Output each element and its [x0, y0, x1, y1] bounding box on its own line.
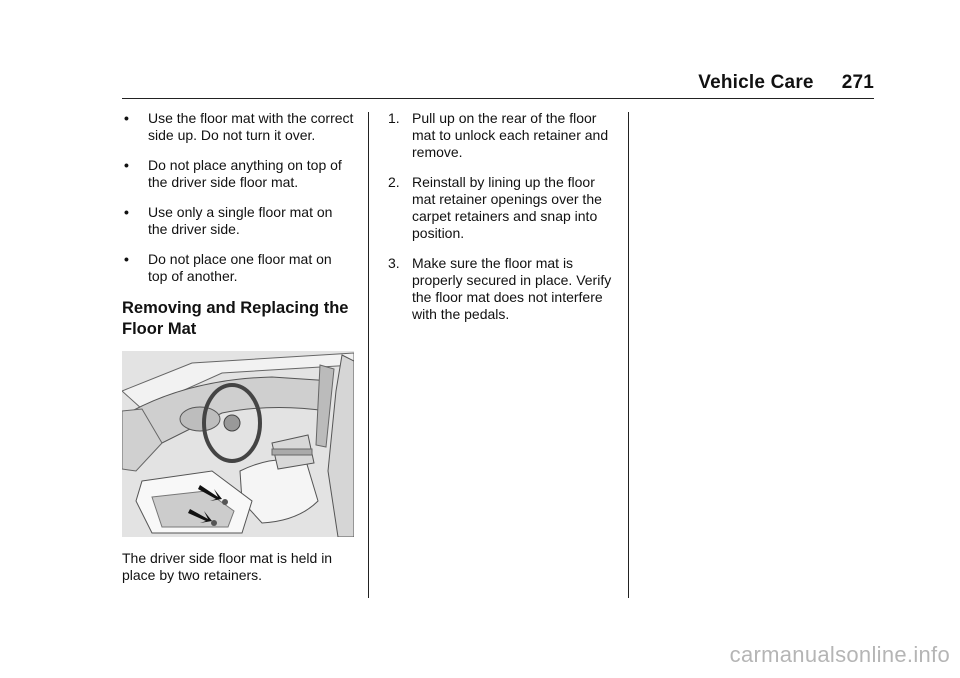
bullet-text: Use the floor mat with the correct side up. Do not turn it over.: [148, 110, 354, 143]
bullet-mark: •: [124, 157, 129, 173]
bullet-item: [122, 157, 354, 191]
car-interior-drawing: [122, 351, 354, 537]
section-name: Vehicle Care: [698, 72, 814, 93]
bullet-text: Do not place anything on top of the driver side floor mat.: [148, 157, 342, 190]
left-column: [122, 110, 354, 584]
watermark: carmanualsonline.info: [729, 642, 950, 667]
bullet-mark: •: [124, 110, 129, 126]
step-number: 2.: [388, 174, 400, 190]
column-divider-right: [628, 112, 629, 598]
section-heading: Removing and Replacing the Floor Mat: [122, 299, 349, 338]
step-text: Reinstall by lining up the floor mat retainer openings over the carpet retainers and snap into position.: [412, 174, 602, 241]
bullet-item: [122, 110, 354, 144]
bullet-text: Do not place one floor mat on top of another.: [148, 251, 332, 284]
column-divider-left: [368, 112, 369, 598]
step-item: [388, 174, 614, 242]
bullet-text: Use only a single floor mat on the driver side.: [148, 204, 333, 237]
bullet-item: [122, 251, 354, 285]
header-divider: [122, 98, 874, 99]
step-item: [388, 255, 614, 323]
bullet-mark: •: [124, 251, 129, 267]
right-column: [388, 110, 614, 336]
bullet-item: [122, 204, 354, 238]
step-item: [388, 110, 614, 161]
step-text: Make sure the floor mat is properly secured in place. Verify the floor mat does not interfere with the pedals.: [412, 255, 612, 322]
step-number: 1.: [388, 110, 400, 126]
bullet-mark: •: [124, 204, 129, 220]
step-text: Pull up on the rear of the floor mat to unlock each retainer and remove.: [412, 110, 609, 160]
page-header: [698, 72, 874, 94]
page-number: 271: [841, 72, 874, 93]
figure-caption: The driver side floor mat is held in place by two retainers.: [122, 550, 333, 583]
floor-mat-illustration: [122, 351, 354, 537]
step-number: 3.: [388, 255, 400, 271]
